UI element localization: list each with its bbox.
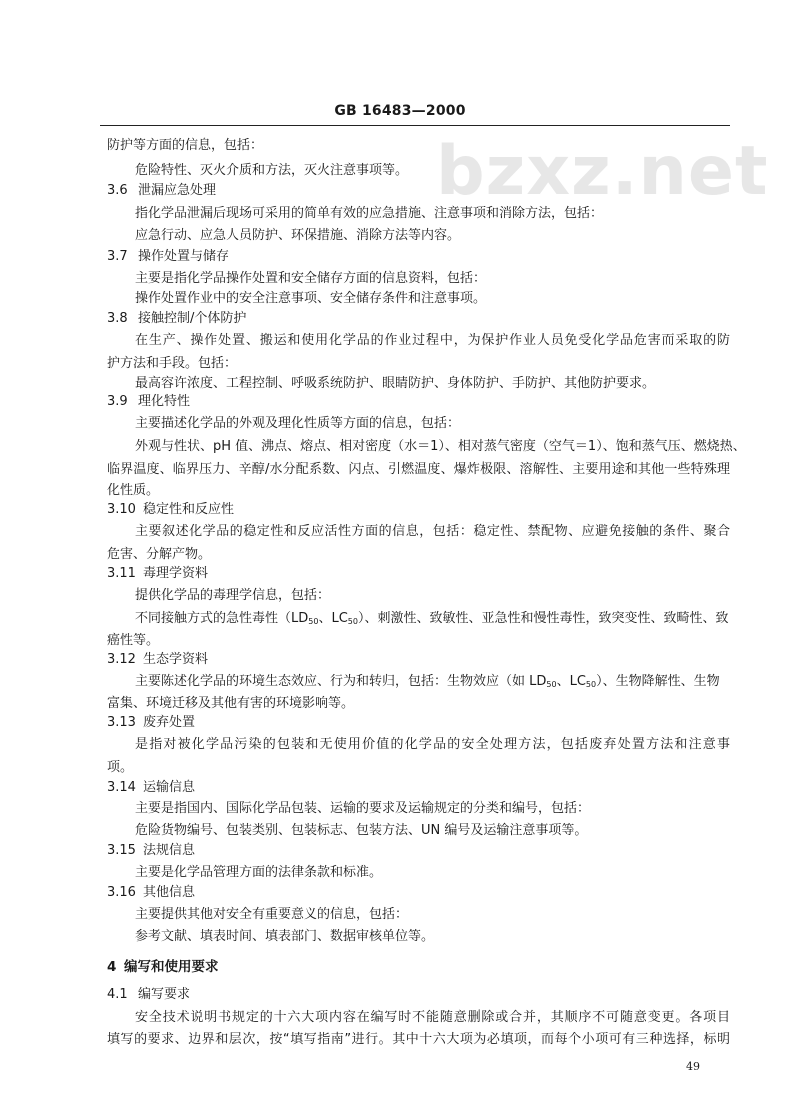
paragraph-line: 操作处置作业中的安全注意事项、安全储存条件和注意事项。 <box>135 291 487 306</box>
section-number: 3.16 <box>107 885 136 900</box>
section-number: 3.11 <box>107 566 136 581</box>
section-title: 接触控制/个体防护 <box>138 311 247 326</box>
paragraph-line: 主要是指化学品操作处置和安全储存方面的信息资料，包括： <box>135 271 487 286</box>
section-title: 法规信息 <box>143 843 196 858</box>
subscript: 50 <box>585 680 597 689</box>
text-run: 主要陈述化学品的环境生态效应、行为和转归，包括：生物效应（如 LD <box>135 674 547 689</box>
text-run: 、LC <box>556 674 586 689</box>
chapter-title: 编写和使用要求 <box>124 959 219 975</box>
page-number: 49 <box>686 1060 700 1073</box>
text-run: 、LC <box>318 611 348 626</box>
section-title: 操作处置与储存 <box>138 249 230 264</box>
paragraph-line: 化性质。 <box>107 483 160 498</box>
paragraph-line: 在生产、操作处置、搬运和使用化学品的作业过程中，为保护作业人员免受化学品危害而采取的防 <box>135 333 730 348</box>
text-run: ）、生物降解性、生物 <box>596 674 720 689</box>
section-number: 3.13 <box>107 715 136 730</box>
subscript: 50 <box>347 617 358 626</box>
section-title: 废弃处置 <box>143 715 196 730</box>
section-number: 3.12 <box>107 652 136 667</box>
paragraph-line: 主要描述化学品的外观及理化性质等方面的信息，包括： <box>135 416 461 431</box>
section-title: 其他信息 <box>143 885 196 900</box>
paragraph-line: 项。 <box>107 760 134 775</box>
paragraph-line: 临界温度、临界压力、辛醇/水分配系数、闪点、引燃温度、爆炸极限、溶解性、主要用途和其他一些特殊理 <box>107 462 730 477</box>
section-number: 3.15 <box>107 843 136 858</box>
paragraph-line: 癌性等。 <box>107 633 160 648</box>
section-title: 理化特性 <box>138 394 191 409</box>
paragraph-line: 是指对被化学品污染的包装和无使用价值的化学品的安全处理方法，包括废弃处置方法和注意事 <box>135 737 730 752</box>
watermark-text: bzxz.net <box>436 132 769 211</box>
subscript: 50 <box>546 680 557 689</box>
paragraph-line: 最高容许浓度、工程控制、呼吸系统防护、眼睛防护、身体防护、手防护、其他防护要求。 <box>135 376 656 391</box>
section-title: 毒理学资料 <box>143 566 209 581</box>
paragraph-line: 外观与性状、pH 值、沸点、熔点、相对密度（水＝1）、相对蒸气密度（空气＝1）、饱和蒸气压、燃烧热、 <box>135 439 746 454</box>
section-number: 3.14 <box>107 780 136 795</box>
paragraph-line: 主要提供其他对安全有重要意义的信息，包括： <box>135 907 409 922</box>
paragraph-line: 提供化学品的毒理学信息，包括： <box>135 588 331 603</box>
standard-code-header: GB 16483—2000 <box>334 103 466 119</box>
paragraph-line: 主要是指国内、国际化学品包装、运输的要求及运输规定的分类和编号，包括： <box>135 801 591 816</box>
section-number: 4.1 <box>107 987 128 1002</box>
paragraph-line: 主要叙述化学品的稳定性和反应活性方面的信息，包括：稳定性、禁配物、应避免接触的条件、聚合 <box>135 524 730 539</box>
paragraph-line: 危险货物编号、包装类别、包装标志、包装方法、UN 编号及运输注意事项等。 <box>135 823 588 838</box>
paragraph-line: 安全技术说明书规定的十六大项内容在编写时不能随意删除或合并，其顺序不可随意变更。各项目 <box>135 1010 730 1025</box>
text-run: 不同接触方式的急性毒性（LD <box>135 611 309 626</box>
paragraph-line: 护方法和手段。包括： <box>107 356 238 371</box>
paragraph-line: 危险特性、灭火介质和方法，灭火注意事项等。 <box>135 163 409 178</box>
paragraph-line: 指化学品泄漏后现场可采用的简单有效的应急措施、注意事项和消除方法，包括： <box>135 206 604 221</box>
section-number: 3.10 <box>107 502 136 517</box>
paragraph-line: 防护等方面的信息，包括： <box>107 138 264 153</box>
paragraph-line: 富集、环境迁移及其他有害的环境影响等。 <box>107 696 355 711</box>
section-title: 稳定性和反应性 <box>143 502 235 517</box>
section-number: 3.9 <box>107 394 128 409</box>
paragraph-line: 填写的要求、边界和层次，按“填写指南”进行。其中十六大项为必填项，而每个小项可有三种选择，标明 <box>107 1032 730 1047</box>
paragraph-line <box>135 612 730 626</box>
section-number: 3.7 <box>107 249 128 264</box>
paragraph-line <box>135 675 730 689</box>
section-title: 泄漏应急处理 <box>138 183 217 198</box>
paragraph-line: 应急行动、应急人员防护、环保措施、消除方法等内容。 <box>135 228 461 243</box>
section-title: 生态学资料 <box>143 652 209 667</box>
section-number: 3.8 <box>107 311 128 326</box>
subscript: 50 <box>308 617 319 626</box>
chapter-number: 4 <box>107 959 117 975</box>
section-title: 运输信息 <box>143 780 196 795</box>
section-title: 编写要求 <box>138 987 191 1002</box>
section-number: 3.6 <box>107 183 128 198</box>
paragraph-line: 主要是化学品管理方面的法律条款和标准。 <box>135 865 383 880</box>
paragraph-line: 危害、分解产物。 <box>107 547 212 562</box>
paragraph-line: 参考文献、填表时间、填表部门、数据审核单位等。 <box>135 929 435 944</box>
header-rule <box>100 125 730 126</box>
text-run: ）、刺激性、致敏性、亚急性和慢性毒性，致突变性、致畸性、致 <box>357 611 729 626</box>
